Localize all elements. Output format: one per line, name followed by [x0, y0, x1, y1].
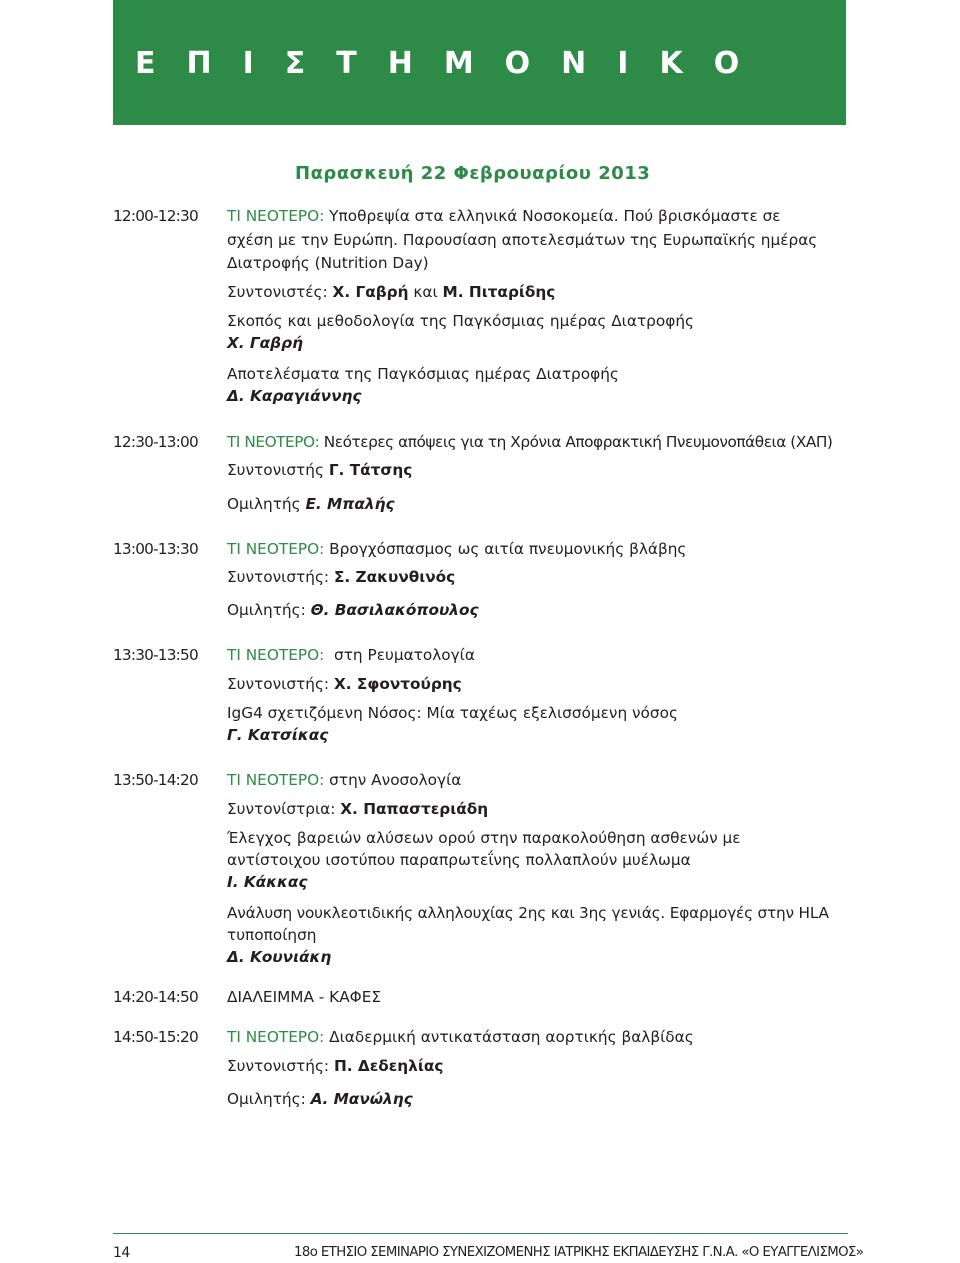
speaker-name: Θ. Βασιλακόπουλος — [310, 601, 479, 619]
talk-title: Έλεγχος βαρειών αλύσεων ορού στην παρακολούθηση ασθενών με — [227, 829, 741, 847]
coordinator-label: Συντονιστής — [227, 461, 324, 479]
speaker-label: Ομιλητής — [227, 495, 301, 513]
session-time: 12:00-12:30 — [113, 207, 198, 225]
coordinator-name: Χ. Γαβρή — [332, 283, 409, 301]
footer-text: 18ο ΕΤΗΣΙΟ ΣΕΜΙΝΑΡΙΟ ΣΥΝΕΧΙΖΟΜΕΝΗΣ ΙΑΤΡΙΚΗΣ ΕΚΠΑΙΔΕΥΣΗΣ Γ.Ν.Α. «Ο ΕΥΑΓΓΕΛΙΣΜΟΣ» — [294, 1245, 864, 1260]
session-title-line — [227, 539, 686, 559]
speaker-name: Δ. Κουνιάκη — [227, 948, 332, 966]
coordinators-line — [227, 1056, 443, 1076]
coordinator-label: Συντονιστής: — [227, 1057, 330, 1075]
speaker-name: Γ. Κατσίκας — [227, 726, 329, 744]
session-title-line: σχέση με την Ευρώπη. Παρουσίαση αποτελεσμάτων της Ευρωπαϊκής ημέρας — [227, 231, 818, 249]
footer-divider — [113, 1233, 848, 1234]
session-title-line — [227, 432, 832, 452]
session-prefix: ΤΙ ΝΕΟΤΕΡΟ: — [227, 771, 325, 789]
coordinator-label: Συντονιστής: — [227, 568, 330, 586]
header-banner — [113, 0, 846, 125]
coordinator-label: Συντονίστρια: — [227, 800, 336, 818]
session-title: Υποθρεψία στα ελληνικά Νοσοκομεία. Πού βρισκόμαστε σε — [329, 207, 781, 225]
speakers-line — [227, 600, 479, 620]
session-title: στη Ρευματολογία — [334, 646, 475, 664]
talk-title: Σκοπός και μεθοδολογία της Παγκόσμιας ημέρας Διατροφής — [227, 312, 694, 330]
coordinator-name: Γ. Τάτσης — [328, 461, 413, 479]
session-title: στην Ανοσολογία — [329, 771, 462, 789]
session-prefix: ΤΙ ΝΕΟΤΕΡΟ: — [227, 540, 325, 558]
session-time: 13:50-14:20 — [113, 771, 198, 789]
talk-title: τυποποίηση — [227, 926, 317, 944]
coordinator-name: Μ. Πιταρίδης — [442, 283, 556, 301]
session-prefix: ΤΙ ΝΕΟΤΕΡΟ: — [227, 433, 320, 451]
session-title-line — [227, 206, 781, 226]
session-title: Βρογχόσπασμος ως αιτία πνευμονικής βλάβης — [329, 540, 687, 558]
speaker-name: Χ. Γαβρή — [227, 334, 303, 352]
talk-title: Αποτελέσματα της Παγκόσμιας ημέρας Διατροφής — [227, 365, 619, 383]
session-title-line: Διατροφής (Nutrition Day) — [227, 254, 429, 272]
session-title-line — [227, 1027, 694, 1047]
header-title: ΕΠΙΣΤΗΜΟΝΙΚΟ — [135, 46, 771, 81]
coordinators-line — [227, 282, 555, 302]
speaker-name: Α. Μανώλης — [310, 1090, 413, 1108]
speaker-name: Ε. Μπαλής — [305, 495, 395, 513]
talk-title: IgG4 σχετιζόμενη Νόσος: Μία ταχέως εξελισσόμενη νόσος — [227, 704, 678, 722]
speaker-label: Ομιλητής: — [227, 601, 306, 619]
coordinator-name: Χ. Παπαστεριάδη — [340, 800, 489, 818]
coordinator-connector: και — [413, 283, 438, 301]
session-time: 13:00-13:30 — [113, 540, 198, 558]
session-time: 14:50-15:20 — [113, 1028, 198, 1046]
speakers-line — [227, 1089, 413, 1109]
coordinators-line — [227, 799, 488, 819]
speaker-label: Ομιλητής: — [227, 1090, 306, 1108]
session-time: 14:20-14:50 — [113, 988, 198, 1006]
session-title-line — [227, 770, 461, 790]
page-number: 14 — [113, 1245, 130, 1261]
coordinators-line — [227, 674, 462, 694]
coordinators-line — [227, 460, 412, 480]
coordinator-name: Χ. Σφοντούρης — [333, 675, 462, 693]
session-prefix: ΤΙ ΝΕΟΤΕΡΟ: — [227, 1028, 325, 1046]
session-time: 13:30-13:50 — [113, 646, 198, 664]
session-title: Διαδερμική αντικατάσταση αορτικής βαλβίδας — [329, 1028, 694, 1046]
speaker-name: Δ. Καραγιάννης — [227, 387, 362, 405]
break-title: ΔΙΑΛΕΙΜΜΑ - ΚΑΦΕΣ — [227, 988, 382, 1006]
session-time: 12:30-13:00 — [113, 433, 198, 451]
talk-title: αντίστοιχου ισοτύπου παραπρωτεΐνης πολλαπλούν μυέλωμα — [227, 851, 691, 869]
coordinator-name: Σ. Ζακυνθινός — [333, 568, 456, 586]
coordinator-label: Συντονιστής: — [227, 675, 330, 693]
talk-title: Ανάλυση νουκλεοτιδικής αλληλουχίας 2ης και 3ης γενιάς. Εφαρμογές στην HLA — [227, 904, 829, 922]
session-prefix: ΤΙ ΝΕΟΤΕΡΟ: — [227, 646, 325, 664]
coordinator-name: Π. Δεδεηλίας — [333, 1057, 444, 1075]
session-title-line — [227, 645, 475, 665]
session-prefix: ΤΙ ΝΕΟΤΕΡΟ: — [227, 207, 325, 225]
program-date: Παρασκευή 22 Φεβρουαρίου 2013 — [295, 163, 651, 184]
speaker-name: Ι. Κάκκας — [227, 873, 308, 891]
speakers-line — [227, 494, 395, 514]
session-title: Νεότερες απόψεις για τη Χρόνια Αποφρακτική Πνευμονοπάθεια (ΧΑΠ) — [323, 433, 833, 451]
coordinator-label: Συντονιστές: — [227, 283, 328, 301]
coordinators-line — [227, 567, 455, 587]
